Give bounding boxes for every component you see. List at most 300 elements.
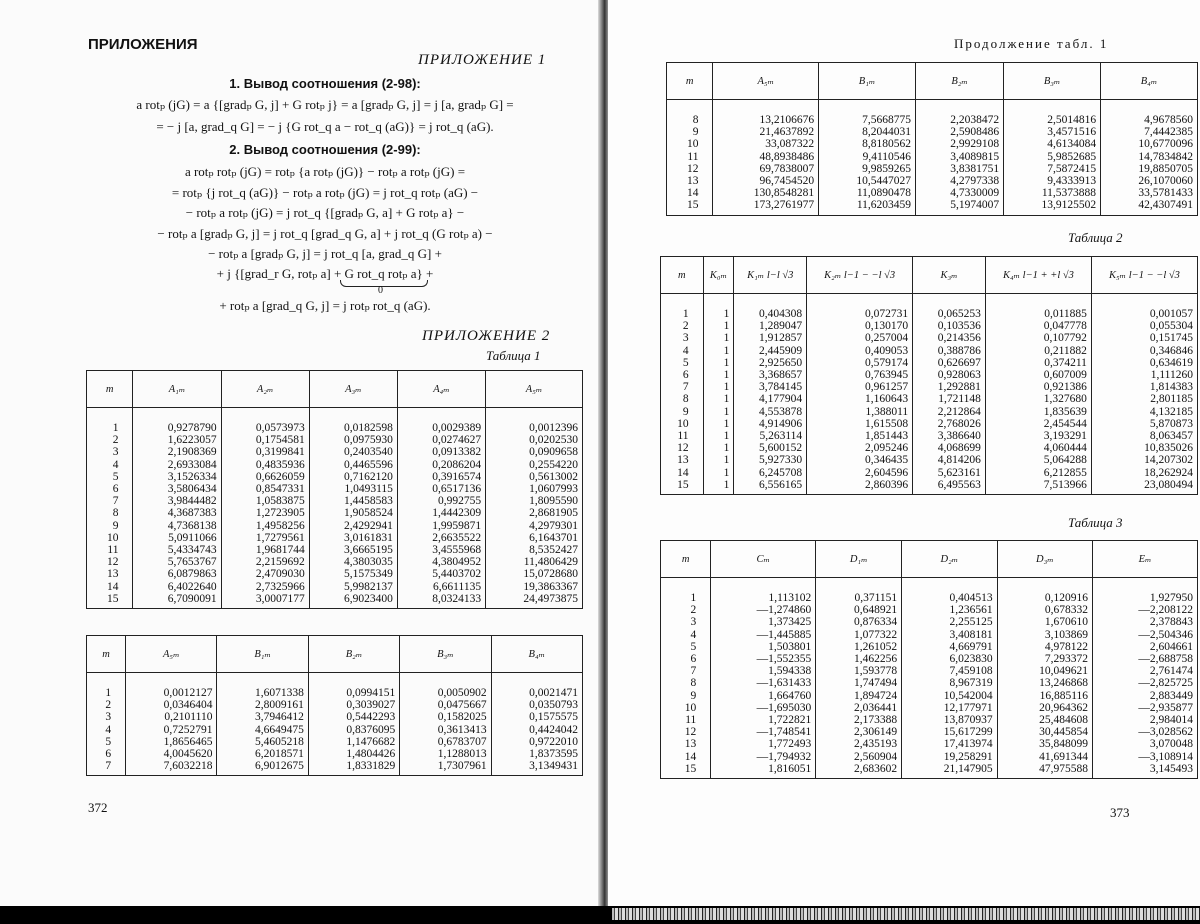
table-row (661, 430, 1198, 442)
value-cell: 3,145493 (1093, 763, 1198, 779)
value-cell: 2,212864 (913, 406, 986, 418)
table-header-row (87, 371, 583, 408)
table-row (661, 467, 1198, 479)
value-cell: 2,4292941 (309, 520, 397, 532)
value-cell: 5,927330 (734, 454, 807, 466)
value-cell: 3,6665195 (309, 544, 397, 556)
value-cell: 3,784145 (734, 381, 807, 393)
table-header-row (87, 636, 583, 673)
table-row (661, 332, 1198, 344)
value-cell: 1,7279561 (221, 532, 309, 544)
row-index-cell: 3 (87, 711, 126, 723)
value-cell: 0,579174 (807, 357, 913, 369)
value-cell: 0,3916574 (397, 471, 485, 483)
table-row (661, 702, 1198, 714)
row-index-cell: 2 (661, 604, 711, 616)
table-row (661, 381, 1198, 393)
value-cell: 130,8548281 (713, 187, 819, 199)
value-cell: 1,327680 (985, 393, 1091, 405)
value-cell: 2,445909 (734, 345, 807, 357)
value-cell: 0,374211 (985, 357, 1091, 369)
table-row (661, 653, 1198, 665)
value-cell: 7,459108 (902, 665, 997, 677)
table-row (667, 163, 1198, 175)
value-cell: 4,9678560 (1101, 100, 1198, 127)
value-cell: 11,5373888 (1004, 187, 1101, 199)
value-cell: 10,5447027 (819, 175, 916, 187)
appendix2-title: ПРИЛОЖЕНИЕ 2 (422, 328, 551, 344)
value-cell: 6,9012675 (217, 760, 308, 776)
value-cell: 2,036441 (816, 702, 902, 714)
value-cell: —1,445885 (711, 629, 816, 641)
value-cell: 6,2018571 (217, 748, 308, 760)
row-index-cell: 4 (87, 724, 126, 736)
table-row (87, 483, 583, 495)
value-cell: 2,7325966 (221, 581, 309, 593)
table-row (667, 175, 1198, 187)
value-cell: 13,246868 (997, 677, 1092, 689)
column-header: K₂ₘ l−1 − −l √3 (807, 257, 913, 294)
value-cell: —1,552355 (711, 653, 816, 665)
value-cell: 0,0029389 (397, 408, 485, 435)
value-cell: 3,070048 (1093, 738, 1198, 750)
value-cell: 4,7368138 (133, 520, 221, 532)
value-cell: —2,208122 (1093, 604, 1198, 616)
value-cell: 2,5014816 (1004, 100, 1101, 127)
right-page (608, 0, 1200, 924)
value-cell: 2,761474 (1093, 665, 1198, 677)
value-cell: 5,1974007 (916, 199, 1004, 215)
value-cell: 0,346435 (807, 454, 913, 466)
column-header: B₃ₘ (400, 636, 491, 673)
row-index-cell: 2 (661, 320, 704, 332)
value-cell: 1,289047 (734, 320, 807, 332)
value-cell: 2,454544 (985, 418, 1091, 430)
value-cell: 1,160643 (807, 393, 913, 405)
value-cell: 2,683602 (816, 763, 902, 779)
value-cell: 0,921386 (985, 381, 1091, 393)
table2-title: Таблица 2 (1068, 230, 1123, 245)
value-cell: 24,4973875 (486, 593, 583, 609)
value-cell: 35,848099 (997, 738, 1092, 750)
row-index-cell: 14 (661, 467, 704, 479)
value-cell: 5,600152 (734, 442, 807, 454)
value-cell: 2,883449 (1093, 690, 1198, 702)
row-index-cell: 11 (87, 544, 133, 556)
value-cell: 1 (703, 430, 734, 442)
value-cell: 2,2038472 (916, 100, 1004, 127)
value-cell: 5,623161 (913, 467, 986, 479)
row-index-cell: 12 (661, 726, 711, 738)
value-cell: 3,1349431 (491, 760, 582, 776)
value-cell: 0,0975930 (309, 434, 397, 446)
value-cell: 0,0573973 (221, 408, 309, 435)
underbrace-zero: 0 (378, 285, 383, 296)
formula-line: − rotₚ a [gradₚ G, j] = j rot_q [a, grad_q G] + (208, 246, 442, 261)
value-cell: 5,064288 (985, 454, 1091, 466)
table-row (87, 520, 583, 532)
column-header: B₁ₘ (819, 63, 916, 100)
table-row (87, 471, 583, 483)
value-cell: 13,2106676 (713, 100, 819, 127)
value-cell: 0,047778 (985, 320, 1091, 332)
value-cell: 2,768026 (913, 418, 986, 430)
table-row (661, 726, 1198, 738)
table-row (667, 138, 1198, 150)
value-cell: 33,5781433 (1101, 187, 1198, 199)
table-row (661, 751, 1198, 763)
value-cell: 0,371151 (816, 578, 902, 605)
table-row (87, 673, 583, 700)
value-cell: 1,1288013 (400, 748, 491, 760)
value-cell: 1,373425 (711, 616, 816, 628)
value-cell: 4,2979301 (486, 520, 583, 532)
column-header: m (87, 636, 126, 673)
value-cell: —1,631433 (711, 677, 816, 689)
value-cell: 5,9852685 (1004, 151, 1101, 163)
value-cell: 26,1070060 (1101, 175, 1198, 187)
value-cell: 0,3613413 (400, 724, 491, 736)
value-cell: 1,747494 (816, 677, 902, 689)
row-index-cell: 15 (667, 199, 713, 215)
value-cell: 1 (703, 467, 734, 479)
value-cell: 1,113102 (711, 578, 816, 605)
value-cell: 1 (703, 479, 734, 495)
value-cell: 14,207302 (1091, 454, 1197, 466)
value-cell: 0,2086204 (397, 459, 485, 471)
section1-title: 1. Вывод соотношения (2-98): (229, 76, 421, 91)
row-index-cell: 14 (661, 751, 711, 763)
value-cell: 2,5908486 (916, 126, 1004, 138)
column-header: A₅ₘ (126, 636, 217, 673)
value-cell: 3,0007177 (221, 593, 309, 609)
value-cell: 5,9982137 (309, 581, 397, 593)
row-index-cell: 2 (87, 699, 126, 711)
value-cell: 2,2159692 (221, 556, 309, 568)
value-cell: 0,8376095 (308, 724, 399, 736)
value-cell: —1,695030 (711, 702, 816, 714)
value-cell: 1,503801 (711, 641, 816, 653)
row-index-cell: 14 (667, 187, 713, 199)
table-row (661, 690, 1198, 702)
value-cell: 1,912857 (734, 332, 807, 344)
value-cell: 0,404308 (734, 294, 807, 321)
value-cell: 0,0021471 (491, 673, 582, 700)
value-cell: 3,4089815 (916, 151, 1004, 163)
page-number: 372 (88, 800, 108, 815)
value-cell: 14,7834842 (1101, 151, 1198, 163)
column-header: A₅ₘ (486, 371, 583, 408)
table-row (87, 699, 583, 711)
value-cell: 4,669791 (902, 641, 997, 653)
value-cell: 0,0182598 (309, 408, 397, 435)
column-header: m (667, 63, 713, 100)
value-cell: 1,9058524 (309, 507, 397, 519)
value-cell: 1,9959871 (397, 520, 485, 532)
column-header: B₃ₘ (1004, 63, 1101, 100)
value-cell: 4,132185 (1091, 406, 1197, 418)
value-cell: 12,177971 (902, 702, 997, 714)
value-cell: 2,255125 (902, 616, 997, 628)
value-cell: 3,193291 (985, 430, 1091, 442)
value-cell: 1,851443 (807, 430, 913, 442)
column-header: B₂ₘ (916, 63, 1004, 100)
value-cell: 2,801185 (1091, 393, 1197, 405)
value-cell: 15,617299 (902, 726, 997, 738)
value-cell: 21,4637892 (713, 126, 819, 138)
formula-line: + j {[grad_r G, rotₚ a] + G rot_q rotₚ a} + (216, 266, 434, 281)
value-cell: 1,8656465 (126, 736, 217, 748)
value-cell: 1 (703, 320, 734, 332)
value-cell: 1,6071338 (217, 673, 308, 700)
value-cell: 0,011885 (985, 294, 1091, 321)
value-cell: 10,049621 (997, 665, 1092, 677)
table-row (661, 665, 1198, 677)
row-index-cell: 7 (87, 760, 126, 776)
value-cell: 6,245708 (734, 467, 807, 479)
value-cell: 4,068699 (913, 442, 986, 454)
value-cell: 4,3804952 (397, 556, 485, 568)
value-cell: 1,670610 (997, 616, 1092, 628)
value-cell: 0,626697 (913, 357, 986, 369)
column-header: K₀ₘ (703, 257, 734, 294)
value-cell: 9,9859265 (819, 163, 916, 175)
value-cell: 0,5613002 (486, 471, 583, 483)
appendices-heading: ПРИЛОЖЕНИЯ (88, 36, 198, 53)
value-cell: 8,2044031 (819, 126, 916, 138)
row-index-cell: 6 (661, 369, 704, 381)
value-cell: 0,257004 (807, 332, 913, 344)
table-row (87, 568, 583, 580)
value-cell: 1 (703, 406, 734, 418)
table-row (661, 294, 1198, 321)
value-cell: 48,8938486 (713, 151, 819, 163)
value-cell: 0,2403540 (309, 446, 397, 458)
value-cell: 10,835026 (1091, 442, 1197, 454)
value-cell: 0,3039027 (308, 699, 399, 711)
value-cell: 1,462256 (816, 653, 902, 665)
value-cell: —2,825725 (1093, 677, 1198, 689)
scan-noise (612, 908, 1200, 920)
value-cell: 6,0879863 (133, 568, 221, 580)
column-header: D₁ₘ (816, 541, 902, 578)
value-cell: 5,263114 (734, 430, 807, 442)
table-row (87, 724, 583, 736)
value-cell: 4,7330009 (916, 187, 1004, 199)
table-row (87, 593, 583, 609)
row-index-cell: 1 (661, 578, 711, 605)
row-index-cell: 4 (661, 345, 704, 357)
value-cell: 0,0913382 (397, 446, 485, 458)
value-cell: 6,4022640 (133, 581, 221, 593)
value-cell: 1 (703, 345, 734, 357)
value-cell: 0,928063 (913, 369, 986, 381)
table-row (667, 187, 1198, 199)
column-header: K₁ₘ l−l √3 (734, 257, 807, 294)
value-cell: 0,7162120 (309, 471, 397, 483)
table-row (661, 369, 1198, 381)
value-cell: 19,258291 (902, 751, 997, 763)
value-cell: 0,0350793 (491, 699, 582, 711)
table-row (661, 714, 1198, 726)
value-cell: 5,7653767 (133, 556, 221, 568)
column-header: B₂ₘ (308, 636, 399, 673)
value-cell: 0,001057 (1091, 294, 1197, 321)
row-index-cell: 13 (661, 454, 704, 466)
value-cell: 0,0050902 (400, 673, 491, 700)
value-cell: 0,1575575 (491, 711, 582, 723)
value-cell: 11,6203459 (819, 199, 916, 215)
column-header: B₄ₘ (1101, 63, 1198, 100)
row-index-cell: 8 (87, 507, 133, 519)
value-cell: 1 (703, 369, 734, 381)
value-cell: 8,967319 (902, 677, 997, 689)
value-cell: 0,648921 (816, 604, 902, 616)
value-cell: 7,4442385 (1101, 126, 1198, 138)
table-header-row (667, 63, 1198, 100)
table3 (660, 540, 1198, 779)
continuation-title: Продолжение табл. 1 (954, 36, 1109, 51)
table-row (661, 357, 1198, 369)
value-cell: 1,7307961 (400, 760, 491, 776)
value-cell: 5,4605218 (217, 736, 308, 748)
value-cell: 0,0202530 (486, 434, 583, 446)
value-cell: 0,120916 (997, 578, 1092, 605)
value-cell: 1,593778 (816, 665, 902, 677)
value-cell: 0,130170 (807, 320, 913, 332)
value-cell: 47,975588 (997, 763, 1092, 779)
value-cell: 5,870873 (1091, 418, 1197, 430)
value-cell: 10,542004 (902, 690, 997, 702)
row-index-cell: 12 (661, 442, 704, 454)
value-cell: 8,8180562 (819, 138, 916, 150)
row-index-cell: 6 (87, 748, 126, 760)
value-cell: 1,894724 (816, 690, 902, 702)
value-cell: 7,5668775 (819, 100, 916, 127)
row-index-cell: 9 (661, 690, 711, 702)
value-cell: 1 (703, 393, 734, 405)
value-cell: 3,8381751 (916, 163, 1004, 175)
column-header: D₃ₘ (997, 541, 1092, 578)
column-header: A₃ₘ (309, 371, 397, 408)
value-cell: 20,964362 (997, 702, 1092, 714)
value-cell: 0,0012127 (126, 673, 217, 700)
table-row (661, 641, 1198, 653)
value-cell: 19,8850705 (1101, 163, 1198, 175)
value-cell: 1,8331829 (308, 760, 399, 776)
column-header: A₂ₘ (221, 371, 309, 408)
table1-title: Таблица 1 (486, 348, 541, 363)
row-index-cell: 3 (661, 616, 711, 628)
value-cell: 1 (703, 332, 734, 344)
row-index-cell: 3 (87, 446, 133, 458)
table-row (661, 406, 1198, 418)
value-cell: 25,484608 (997, 714, 1092, 726)
value-cell: 1,077322 (816, 629, 902, 641)
table-header-row (661, 541, 1198, 578)
value-cell: 42,4307491 (1101, 199, 1198, 215)
formula-line: = − j [a, grad_q G] = − j {G rot_q a − rot_q (aG)} = j rot_q (aG). (156, 119, 494, 134)
value-cell: 0,992755 (397, 495, 485, 507)
table-row (661, 454, 1198, 466)
row-index-cell: 10 (661, 418, 704, 430)
value-cell: 5,0911066 (133, 532, 221, 544)
value-cell: 0,763945 (807, 369, 913, 381)
table-row (87, 446, 583, 458)
value-cell: 2,1908369 (133, 446, 221, 458)
value-cell: 7,513966 (985, 479, 1091, 495)
row-index-cell: 6 (87, 483, 133, 495)
value-cell: 1,4442309 (397, 507, 485, 519)
row-index-cell: 5 (661, 641, 711, 653)
value-cell: 2,984014 (1093, 714, 1198, 726)
value-cell: 10,6770096 (1101, 138, 1198, 150)
value-cell: 2,560904 (816, 751, 902, 763)
table-row (661, 578, 1198, 605)
scan-border (0, 906, 1200, 924)
row-index-cell: 5 (87, 471, 133, 483)
value-cell: 0,0909658 (486, 446, 583, 458)
value-cell: 1,772493 (711, 738, 816, 750)
formula-line: a rotₚ rotₚ (jG) = rotₚ {a rotₚ (jG)} − rotₚ a rotₚ (jG) = (184, 164, 466, 179)
value-cell: 11,0890478 (819, 187, 916, 199)
value-cell: 1,4458583 (309, 495, 397, 507)
value-cell: 8,0324133 (397, 593, 485, 609)
column-header: K₃ₘ (913, 257, 986, 294)
value-cell: 0,103536 (913, 320, 986, 332)
table-row (87, 544, 583, 556)
value-cell: 1,594338 (711, 665, 816, 677)
row-index-cell: 4 (661, 629, 711, 641)
value-cell: 1,388011 (807, 406, 913, 418)
column-header: m (87, 371, 133, 408)
value-cell: 2,4709030 (221, 568, 309, 580)
value-cell: 6,7090091 (133, 593, 221, 609)
row-index-cell: 15 (661, 763, 711, 779)
value-cell: 8,063457 (1091, 430, 1197, 442)
table-row (661, 345, 1198, 357)
column-header: Cₘ (711, 541, 816, 578)
value-cell: 30,445854 (997, 726, 1092, 738)
section2-title: 2. Вывод соотношения (2-99): (229, 142, 421, 157)
table-row (87, 736, 583, 748)
table-row (87, 408, 583, 435)
value-cell: 173,2761977 (713, 199, 819, 215)
value-cell: 2,604661 (1093, 641, 1198, 653)
table-row (87, 532, 583, 544)
table-row (87, 434, 583, 446)
value-cell: 1,4804426 (308, 748, 399, 760)
table-row (87, 556, 583, 568)
value-cell: 1,292881 (913, 381, 986, 393)
value-cell: 41,691344 (997, 751, 1092, 763)
value-cell: 1,236561 (902, 604, 997, 616)
column-header: K₅ₘ l−1 − −l √3 (1091, 257, 1197, 294)
value-cell: 16,885116 (997, 690, 1092, 702)
row-index-cell: 13 (87, 568, 133, 580)
value-cell: 23,080494 (1091, 479, 1197, 495)
value-cell: 0,211882 (985, 345, 1091, 357)
value-cell: 6,212855 (985, 467, 1091, 479)
table2 (660, 256, 1198, 495)
value-cell: 0,634619 (1091, 357, 1197, 369)
table-header-row (661, 257, 1198, 294)
value-cell: 1,111260 (1091, 369, 1197, 381)
value-cell: 15,0728680 (486, 568, 583, 580)
table1-part-b (86, 635, 583, 776)
row-index-cell: 5 (661, 357, 704, 369)
value-cell: 4,0045620 (126, 748, 217, 760)
